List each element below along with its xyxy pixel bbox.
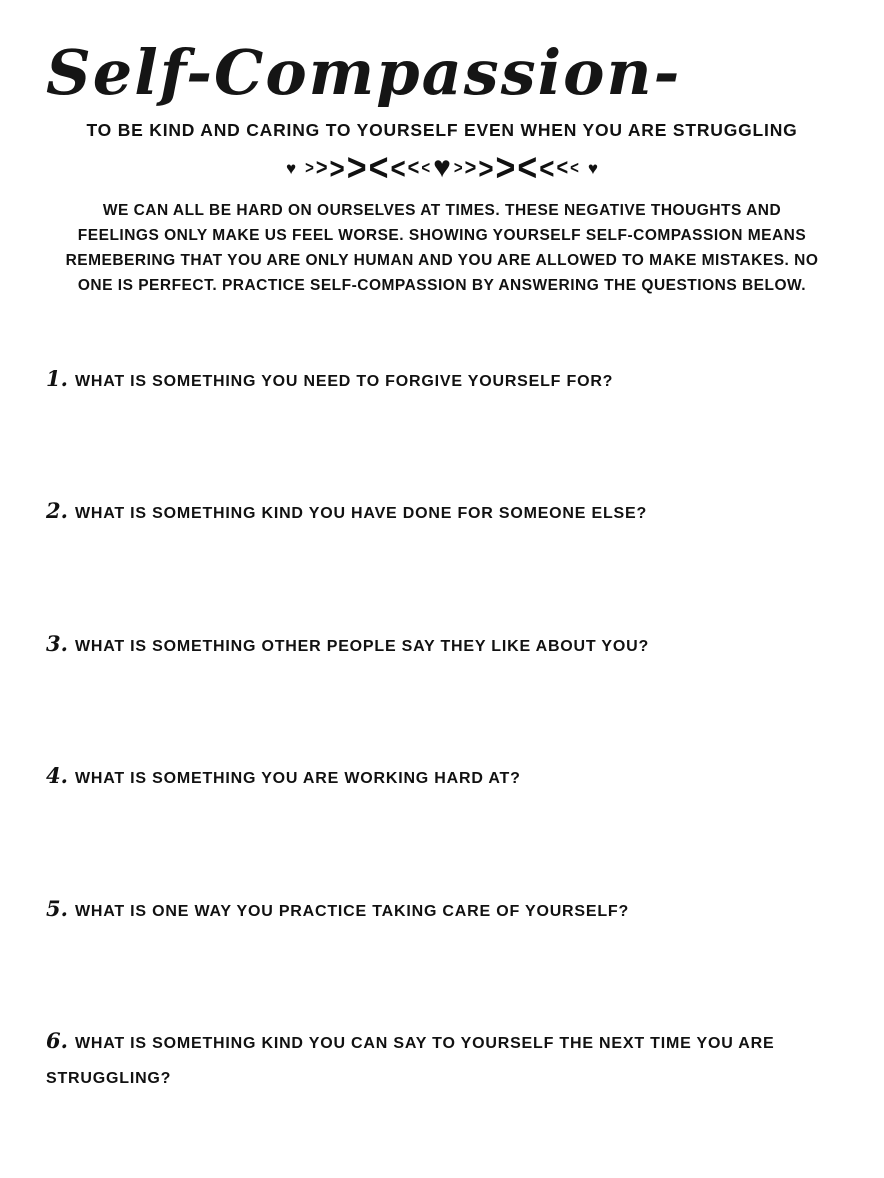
question-number: 5.	[46, 895, 68, 921]
questions-list	[46, 361, 838, 1097]
chevron-glyph: >	[464, 155, 477, 182]
chevron-glyph: <	[407, 155, 420, 182]
chevron-glyph: <	[421, 158, 431, 179]
question-number: 1.	[46, 365, 68, 391]
question-text: WHAT IS SOMETHING YOU NEED TO FORGIVE YOURSELF FOR?	[74, 372, 614, 390]
chevron-glyph: >	[329, 151, 345, 186]
question-2	[46, 493, 838, 626]
question-number: 3.	[46, 630, 68, 656]
question-6	[46, 1023, 838, 1096]
chevron-glyph: >	[315, 155, 328, 182]
subtitle: TO BE KIND AND CARING TO YOURSELF EVEN WHEN YOU ARE STRUGGLING	[86, 120, 798, 141]
chevron-glyph: >	[478, 151, 494, 186]
question-number: 6.	[46, 1028, 68, 1054]
chevron-glyph: <	[517, 146, 538, 191]
chevron-glyph: <	[570, 158, 579, 179]
chevron-glyph: >	[453, 158, 463, 179]
chevron-glyph: <	[368, 146, 389, 191]
question-text: WHAT IS ONE WAY YOU PRACTICE TAKING CARE OF YOURSELF?	[74, 902, 630, 920]
chevron-glyph: >	[346, 146, 367, 191]
question-number: 4.	[46, 763, 68, 789]
question-text: WHAT IS SOMETHING YOU ARE WORKING HARD AT?	[74, 770, 521, 788]
question-number: 2.	[46, 498, 68, 524]
hearts-chevrons-divider	[46, 147, 838, 189]
intro-paragraph	[46, 199, 838, 298]
intro-line: REMEBERING THAT YOU ARE ONLY HUMAN AND YOU ARE ALLOWED TO MAKE MISTAKES. NO	[65, 251, 819, 269]
question-text: WHAT IS SOMETHING KIND YOU HAVE DONE FOR SOMEONE ELSE?	[74, 505, 648, 523]
question-1	[46, 361, 838, 494]
chevron-glyph: <	[390, 151, 406, 186]
heart-glyph: ♥	[286, 158, 297, 178]
question-5	[46, 891, 838, 1024]
intro-line: WE CAN ALL BE HARD ON OURSELVES AT TIMES. THESE NEGATIVE THOUGHTS AND	[102, 202, 782, 220]
heart-glyph: ♥	[433, 151, 451, 185]
heart-glyph: ♥	[587, 158, 598, 178]
question-4	[46, 758, 838, 891]
page-title: Self-Compassion-	[46, 36, 682, 109]
intro-line: ONE IS PERFECT. PRACTICE SELF-COMPASSION BY ANSWERING THE QUESTIONS BELOW.	[77, 276, 807, 294]
chevron-glyph: >	[305, 158, 314, 179]
chevron-glyph: <	[556, 155, 569, 182]
intro-line: FEELINGS ONLY MAKE US FEEL WORSE. SHOWING YOURSELF SELF-COMPASSION MEANS	[77, 227, 807, 245]
chevron-glyph: >	[495, 146, 516, 191]
question-3	[46, 626, 838, 759]
question-text: WHAT IS SOMETHING OTHER PEOPLE SAY THEY LIKE ABOUT YOU?	[74, 637, 650, 655]
chevron-glyph: <	[539, 151, 555, 186]
question-text: WHAT IS SOMETHING KIND YOU CAN SAY TO YOURSELF THE NEXT TIME YOU ARE STRUGGLING?	[46, 1035, 775, 1088]
